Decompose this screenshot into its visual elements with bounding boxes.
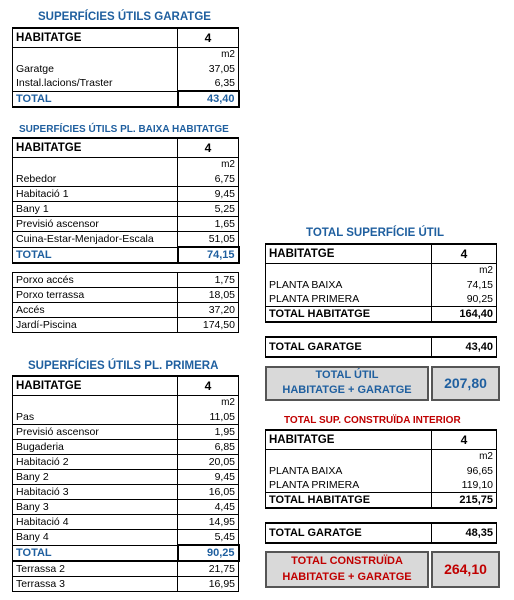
table-row: Bugaderia 6,85 [13, 440, 239, 455]
total-util-garatge-table [265, 336, 497, 358]
planta-primera-table [12, 375, 240, 592]
unit-row: m2 [13, 158, 239, 173]
table-row: Porxo terrassa 18,05 [13, 288, 239, 303]
table-row: Jardí-Piscina 174,50 [13, 318, 239, 333]
table-row: Accés 37,20 [13, 303, 239, 318]
unit-row: m2 [266, 450, 497, 465]
grand-line1: TOTAL CONSTRUÏDA [291, 555, 403, 567]
table-row: Garatge 37,05 [13, 62, 239, 76]
table-row: Bany 1 5,25 [13, 202, 239, 217]
table-row: Habitació 2 20,05 [13, 455, 239, 470]
table-row: Porxo accés 1,75 [13, 273, 239, 288]
table-row: Rebedor 6,75 [13, 172, 239, 187]
table-header: HABITATGE 4 [13, 376, 239, 396]
table-header: HABITATGE 4 [266, 430, 497, 450]
total-util-grand-label [265, 366, 429, 401]
table-row: Instal.lacions/Traster 6,35 [13, 76, 239, 91]
total-habitatge-row: TOTAL HABITATGE 164,40 [266, 307, 497, 323]
total-util-grand-value: 207,80 [431, 366, 500, 401]
table-row: Bany 3 4,45 [13, 500, 239, 515]
table-row: PLANTA BAIXA 96,65 [266, 464, 497, 478]
grand-line2: HABITATGE + GARATGE [282, 384, 412, 396]
total-row: TOTAL 74,15 [13, 247, 239, 263]
table-row: Bany 4 5,45 [13, 530, 239, 546]
table-row: Bany 2 9,45 [13, 470, 239, 485]
total-util-table [265, 243, 497, 323]
total-construida-grand-value: 264,10 [431, 551, 500, 588]
table-header: HABITATGE 4 [266, 244, 497, 264]
table-header: HABITATGE 4 [13, 28, 239, 48]
total-garatge-row: TOTAL GARATGE 48,35 [266, 523, 497, 543]
planta-baixa-table [12, 137, 240, 264]
grand-line1: TOTAL ÚTIL [315, 369, 379, 381]
table-row: Terrassa 3 16,95 [13, 577, 239, 592]
table-row: Habitació 1 9,45 [13, 187, 239, 202]
garatge-table [12, 27, 240, 108]
unit-row: m2 [13, 48, 239, 63]
total-construida-title: TOTAL SUP. CONSTRUÏDA INTERIOR [284, 415, 461, 426]
table-row: Previsió ascensor 1,95 [13, 425, 239, 440]
total-row: TOTAL 43,40 [13, 91, 239, 107]
total-row: TOTAL 90,25 [13, 545, 239, 561]
total-construida-garatge-table [265, 522, 497, 544]
table-row: Habitació 4 14,95 [13, 515, 239, 530]
table-header: HABITATGE 4 [13, 138, 239, 158]
total-util-title: TOTAL SUPERFÍCIE ÚTIL [306, 227, 445, 239]
planta-primera-title: SUPERFÍCIES ÚTILS PL. PRIMERA [28, 360, 219, 372]
garatge-title: SUPERFÍCIES ÚTILS GARATGE [38, 11, 211, 23]
table-row: Pas 11,05 [13, 410, 239, 425]
total-habitatge-row: TOTAL HABITATGE 215,75 [266, 493, 497, 509]
planta-baixa-exterior-table [12, 272, 239, 333]
table-row: Cuina-Estar-Menjador-Escala 51,05 [13, 232, 239, 248]
unit-row: m2 [13, 396, 239, 411]
total-construida-table [265, 429, 497, 509]
table-row: Previsió ascensor 1,65 [13, 217, 239, 232]
total-garatge-row: TOTAL GARATGE 43,40 [266, 337, 497, 357]
total-construida-grand-label [265, 551, 429, 588]
unit-row: m2 [266, 264, 497, 279]
table-row: PLANTA BAIXA 74,15 [266, 278, 497, 292]
planta-baixa-title: SUPERFÍCIES ÚTILS PL. BAIXA HABITATGE [19, 124, 229, 135]
table-row: PLANTA PRIMERA 119,10 [266, 478, 497, 493]
table-row: Terrassa 2 21,75 [13, 561, 239, 577]
grand-line2: HABITATGE + GARATGE [282, 571, 412, 583]
table-row: PLANTA PRIMERA 90,25 [266, 292, 497, 307]
table-row: Habitació 3 16,05 [13, 485, 239, 500]
